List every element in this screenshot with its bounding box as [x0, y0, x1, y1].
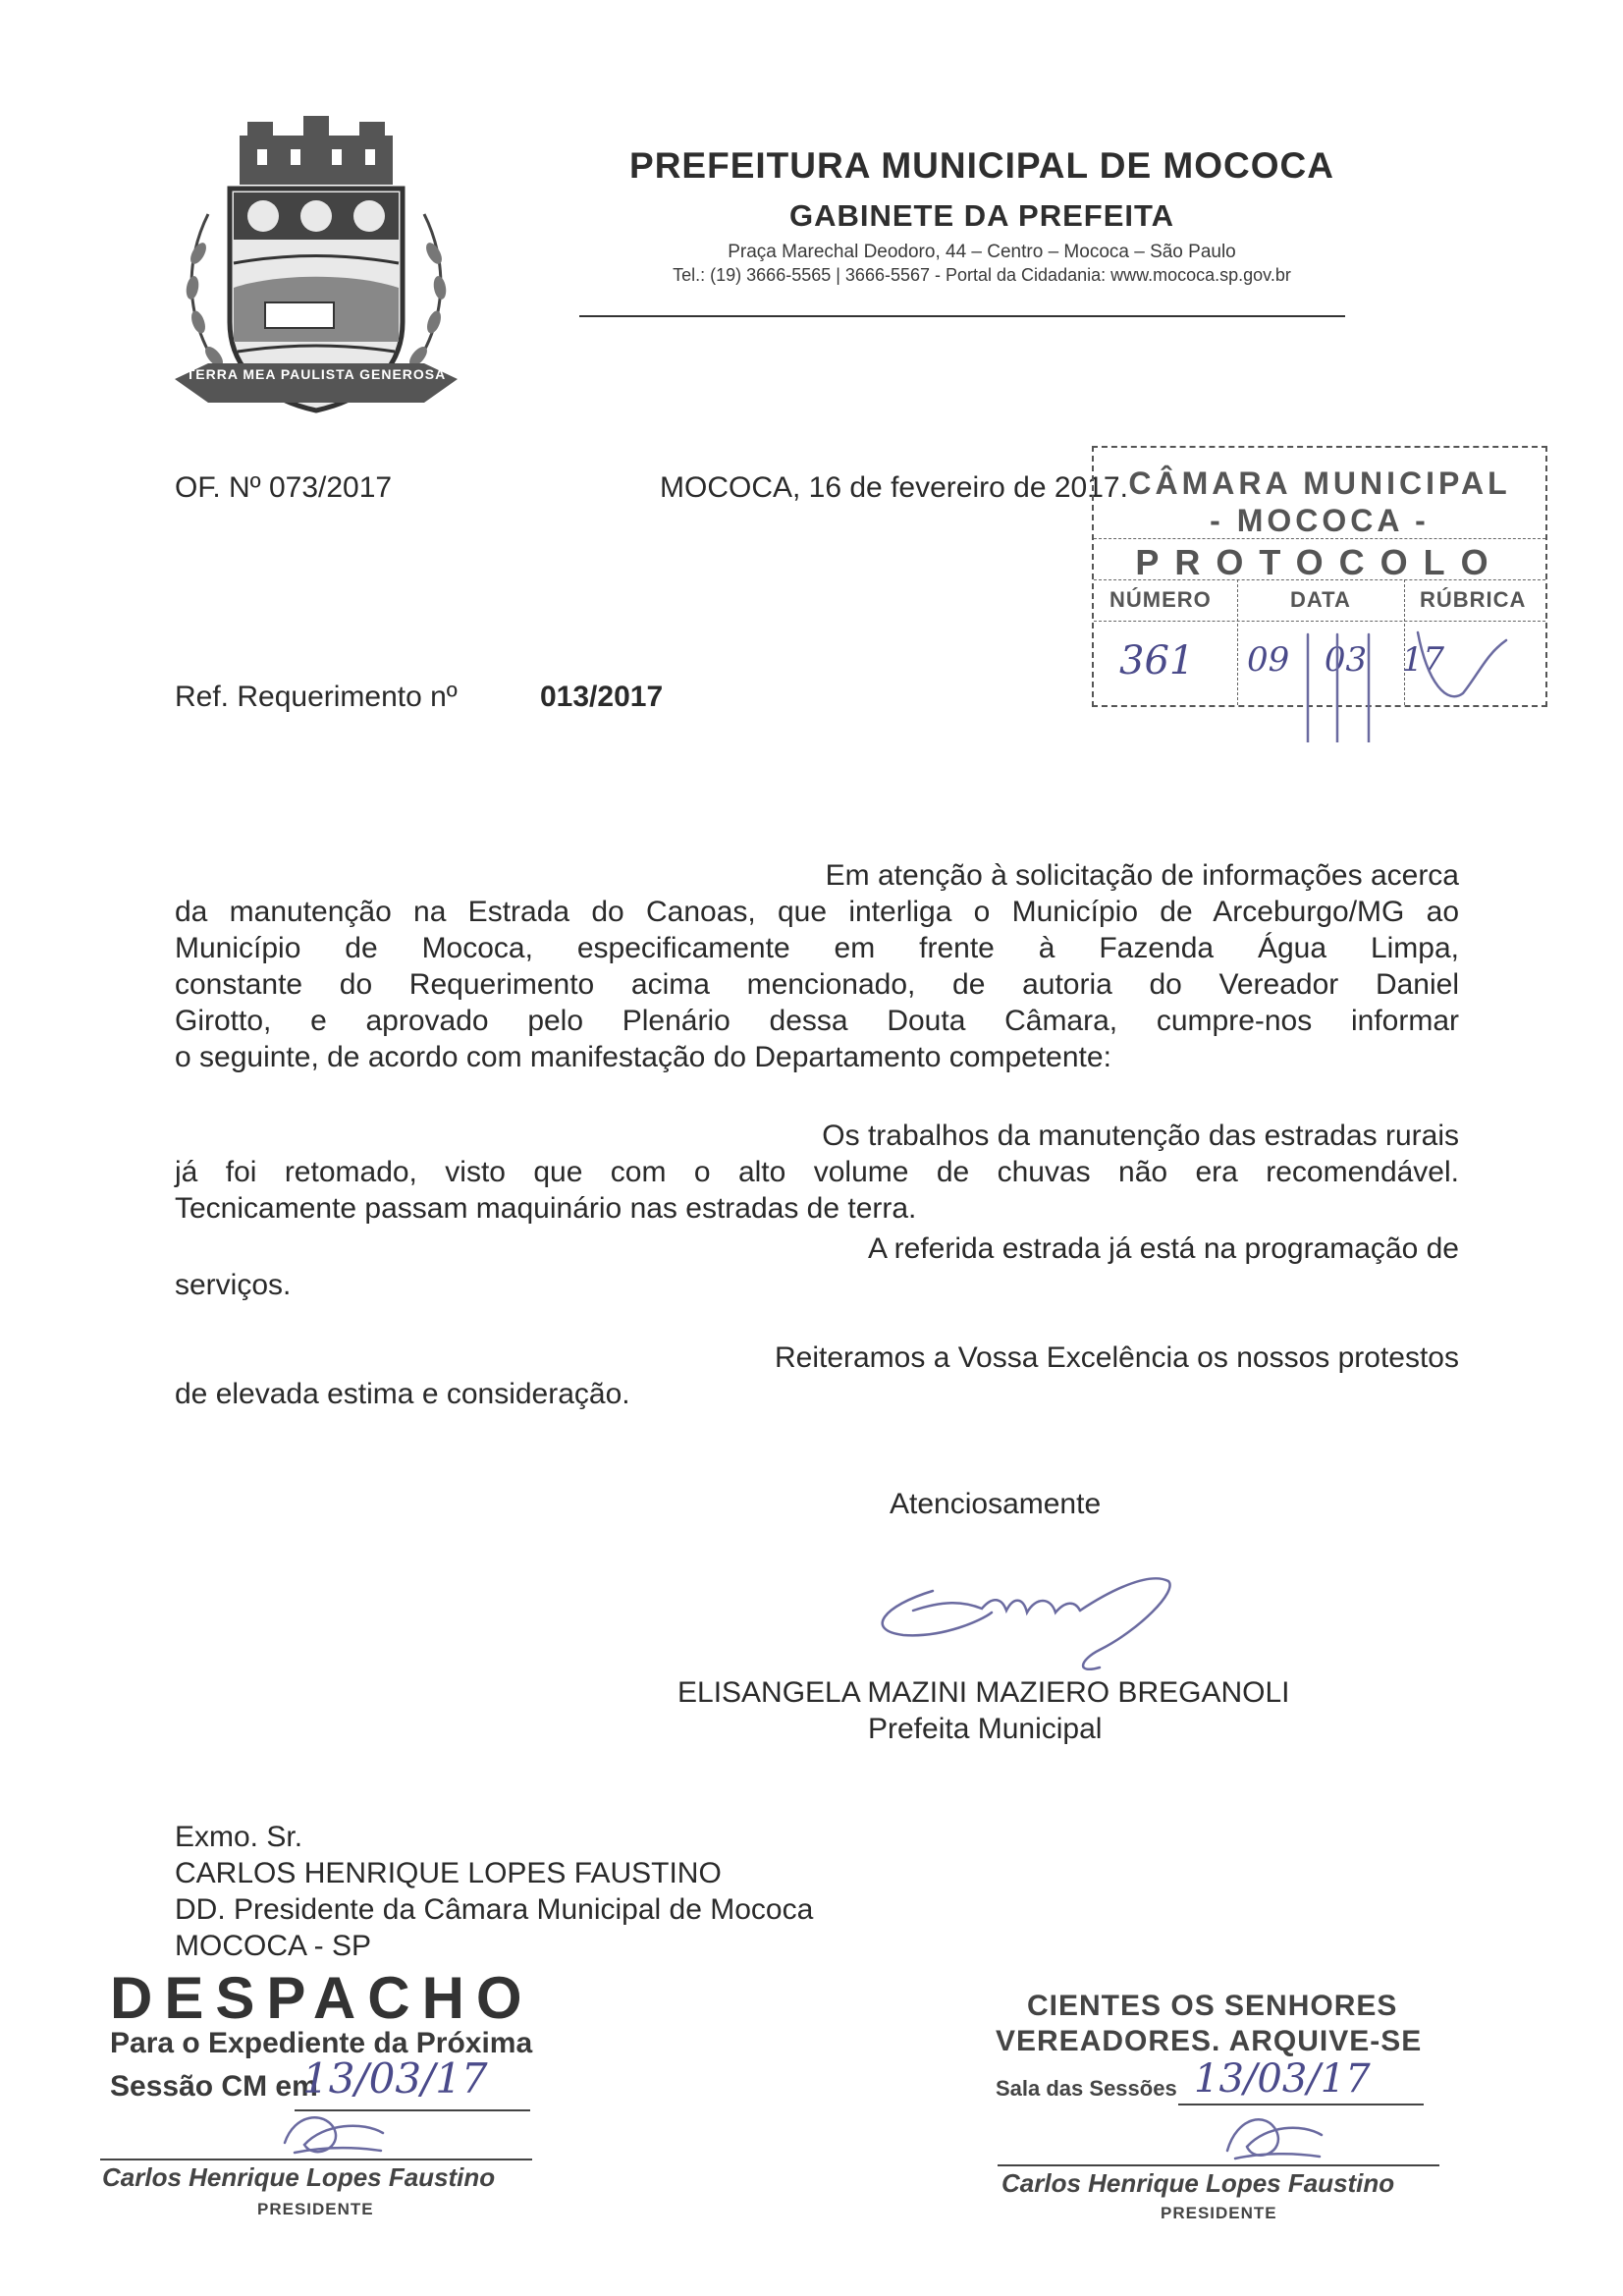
- despacho-right-line2: VEREADORES. ARQUIVE-SE: [996, 2025, 1423, 2057]
- protocol-date-day: 09: [1247, 640, 1290, 680]
- addressee-salutation: Exmo. Sr.: [175, 1821, 303, 1853]
- despacho-left-sig-name: Carlos Henrique Lopes Faustino: [102, 2162, 496, 2192]
- despacho-left-line1: Para o Expediente da Próxima: [110, 2027, 533, 2059]
- despacho-left-signature-line: [100, 2159, 532, 2160]
- signatory-role: Prefeita Municipal: [868, 1713, 1103, 1745]
- reference-number: 013/2017: [540, 681, 664, 713]
- protocol-stamp-line3: PROTOCOLO: [1135, 542, 1504, 582]
- coat-banner-motto: TERRA MEA PAULISTA GENEROSA: [186, 366, 447, 382]
- despacho-right-sig-name: Carlos Henrique Lopes Faustino: [1001, 2168, 1395, 2198]
- body-line: já foi retomado, visto que com o alto volume de chuvas não era recomendável.: [175, 1156, 1459, 1188]
- mayor-handwritten-signature: [844, 1552, 1198, 1679]
- protocol-number-handwritten: 361: [1119, 638, 1195, 683]
- addressee-position: DD. Presidente da Câmara Municipal de Mococa: [175, 1893, 814, 1926]
- despacho-left-handwritten-date: 13/03/17: [302, 2054, 488, 2103]
- body-line: serviços.: [175, 1269, 292, 1301]
- despacho-right-line3: Sala das Sessões: [996, 2076, 1177, 2101]
- body-line: o seguinte, de acordo com manifestação do Departamento competente:: [175, 1041, 1111, 1073]
- letterhead-divider: [579, 315, 1345, 317]
- protocol-handwritten-marks: [1094, 448, 1545, 742]
- letterhead-subtitle: GABINETE DA PREFEITA: [788, 198, 1174, 233]
- body-line: de elevada estima e consideração.: [175, 1378, 630, 1410]
- body-line: Os trabalhos da manutenção das estradas rurais: [822, 1120, 1459, 1152]
- body-line: Município de Mococa, especificamente em frente à Fazenda Água Limpa,: [175, 932, 1459, 964]
- protocol-stamp-line1: CÂMARA MUNICIPAL: [1128, 465, 1511, 501]
- despacho-right-handwritten-date: 13/03/17: [1194, 2056, 1371, 2102]
- body-paragraph-2: [175, 1118, 1459, 1227]
- body-line: A referida estrada já está na programação de: [867, 1232, 1459, 1265]
- office-number: OF. Nº 073/2017: [175, 471, 393, 504]
- addressee-city: MOCOCA - SP: [175, 1930, 372, 1962]
- body-line: Em atenção à solicitação de informações acerca: [825, 859, 1459, 892]
- municipal-coat-of-arms: [169, 116, 463, 428]
- body-line: Reiteramos a Vossa Excelência os nossos protestos: [774, 1341, 1459, 1374]
- despacho-left-title: DESPACHO: [110, 1965, 534, 2031]
- body-paragraph-4: [175, 1339, 1459, 1412]
- body-line: Tecnicamente passam maquinário nas estradas de terra.: [175, 1192, 917, 1225]
- closing-salutation: Atenciosamente: [890, 1488, 1102, 1520]
- body-paragraph-1: [175, 857, 1459, 1075]
- protocol-col-date: DATA: [1290, 587, 1351, 612]
- addressee-name: CARLOS HENRIQUE LOPES FAUSTINO: [175, 1857, 722, 1889]
- reference-label: Ref. Requerimento nº: [175, 681, 458, 713]
- despacho-right-signature-line: [998, 2164, 1439, 2166]
- despacho-right-line1: CIENTES OS SENHORES: [1027, 1990, 1398, 2022]
- despacho-left-line2: Sessão CM em: [110, 2070, 318, 2103]
- protocol-col-number: NÚMERO: [1109, 587, 1212, 612]
- protocol-stamp-line2: - MOCOCA -: [1210, 503, 1430, 538]
- body-paragraph-3: [175, 1230, 1459, 1303]
- body-line: da manutenção na Estrada do Canoas, que interliga o Município de Arceburgo/MG ao: [175, 896, 1459, 928]
- protocol-stamp: [1092, 446, 1547, 707]
- protocol-date-month: 03: [1324, 640, 1368, 680]
- signatory-name: ELISANGELA MAZINI MAZIERO BREGANOLI: [677, 1676, 1290, 1709]
- body-line: Girotto, e aprovado pelo Plenário dessa Douta Câmara, cumpre-nos informar: [175, 1005, 1459, 1037]
- letterhead-address: Praça Marechal Deodoro, 44 – Centro – Mococa – São Paulo: [728, 242, 1236, 262]
- document-date: MOCOCA, 16 de fevereiro de 2017.: [660, 471, 1128, 504]
- letterhead-title: PREFEITURA MUNICIPAL DE MOCOCA: [629, 145, 1334, 186]
- protocol-col-rubric: RÚBRICA: [1420, 587, 1527, 612]
- despacho-right-sig-role: PRESIDENTE: [1161, 2204, 1277, 2222]
- protocol-date-year: 17: [1401, 640, 1445, 680]
- body-line: constante do Requerimento acima mencionado, de autoria do Vereador Daniel: [175, 968, 1459, 1001]
- despacho-left-sig-role: PRESIDENTE: [257, 2200, 374, 2218]
- letterhead-contact: Tel.: (19) 3666-5565 | 3666-5567 - Portal da Cidadania: www.mococa.sp.gov.br: [673, 265, 1291, 285]
